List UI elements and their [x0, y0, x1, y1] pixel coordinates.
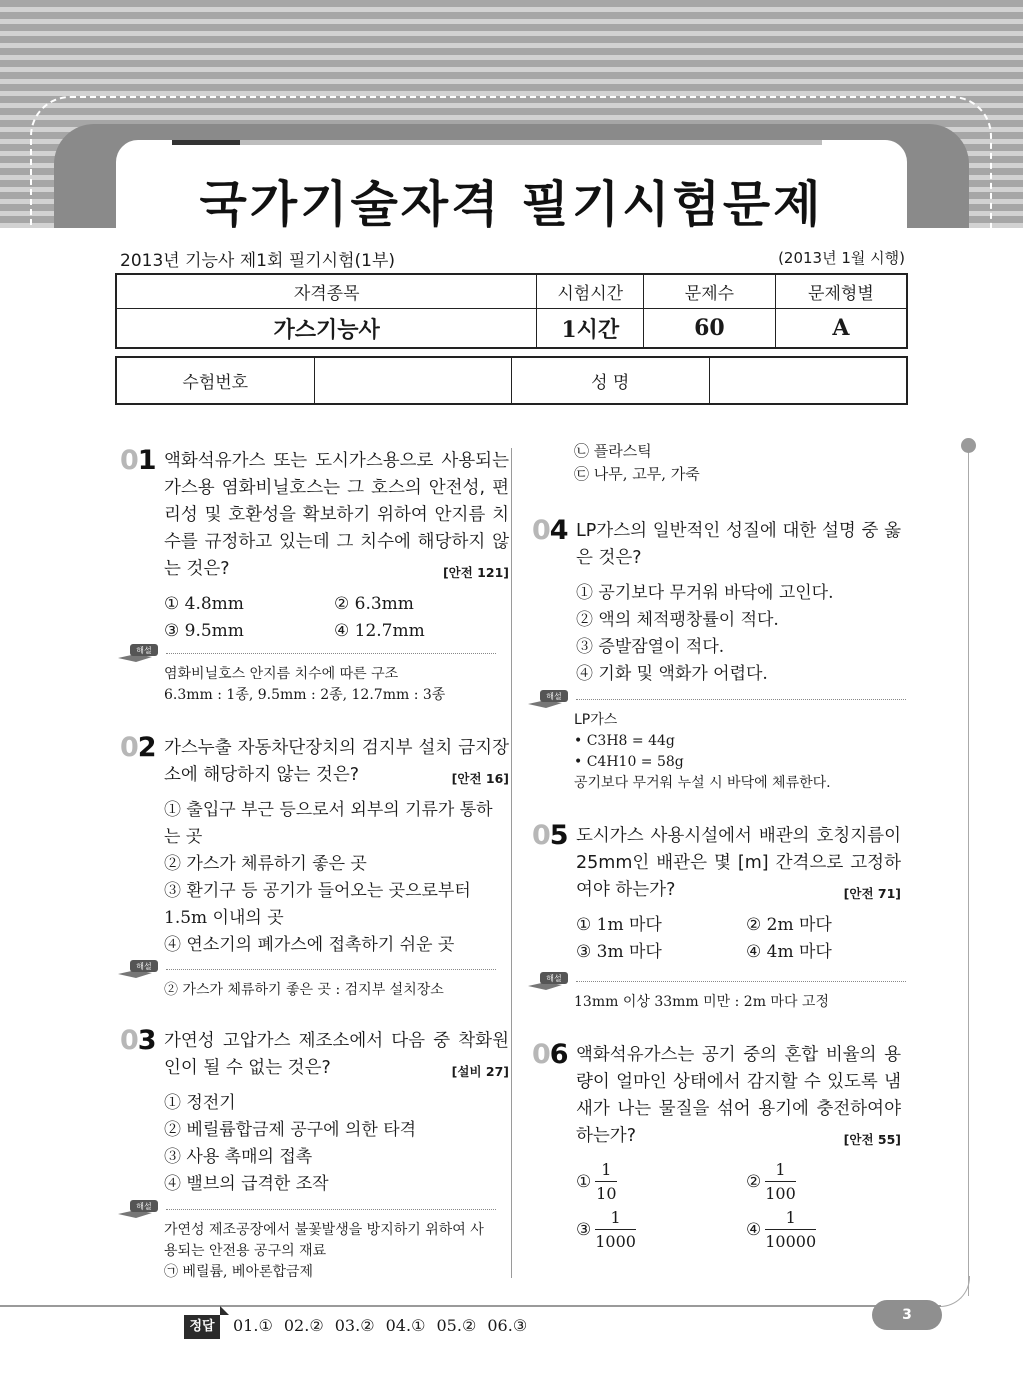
page-number: 3: [872, 1300, 942, 1330]
explanation-line: 6.3mm : 1종, 9.5mm : 2종, 12.7mm : 3종: [164, 687, 446, 703]
question-ref: [안전 55]: [843, 1132, 901, 1147]
option-4[interactable]: ④ 기화 및 액화가 어렵다.: [576, 664, 768, 684]
option-3[interactable]: ③ 사용 촉매의 접촉: [164, 1147, 313, 1167]
value-subject: 가스기능사: [116, 309, 537, 349]
book-icon: [526, 970, 570, 992]
explanation-line: 염화비닐호스 안지름 치수에 따른 구조: [164, 666, 399, 682]
explanation-line: • C3H8 = 44g: [574, 733, 675, 749]
option-2[interactable]: ② 베릴륨합금제 공구에 의한 타격: [164, 1120, 417, 1140]
option-3[interactable]: ③ $\frac{1}{1000}$: [576, 1207, 636, 1251]
options: [576, 1158, 901, 1254]
explanation-line: ㉡ 플라스틱: [574, 442, 652, 460]
title-rule: [240, 140, 822, 145]
explanation-line: 가연성 제조공장에서 불꽃발생을 방지하기 위하여 사용되는 안전용 공구의 재료: [164, 1222, 484, 1259]
options: [576, 580, 901, 688]
option-2[interactable]: ② 6.3mm: [334, 594, 414, 614]
value-count: 60: [644, 309, 776, 349]
question-2: [120, 732, 509, 959]
options: [576, 912, 901, 966]
explanation-line: ㉢ 나무, 고무, 가죽: [574, 465, 700, 483]
question-ref: [설비 27]: [451, 1064, 509, 1079]
svg-text:해설: 해설: [136, 1202, 152, 1211]
option-3[interactable]: ③ 증발잠열이 적다.: [576, 637, 725, 657]
exam-info-table: [115, 273, 908, 349]
explanation-4: [536, 688, 906, 794]
title-accent-bar: [172, 140, 240, 145]
option-2[interactable]: ② 액의 체적팽창률이 적다.: [576, 610, 779, 630]
explanation-line: ② 가스가 체류하기 좋은 곳 : 검지부 설치장소: [164, 982, 444, 998]
explanation-line: 13mm 이상 33mm 미만 : 2m 마다 고정: [574, 994, 829, 1010]
book-icon: [526, 688, 570, 710]
question-text: 액화석유가스는 공기 중의 혼합 비율의 용량이 얼마인 상태에서 감지할 수 있도록 냄새가 나는 물질을 섞어 용기에 충전하여야 하는가?: [576, 1045, 901, 1146]
svg-text:해설: 해설: [546, 692, 562, 701]
option-1[interactable]: ① 공기보다 무거워 바닥에 고인다.: [576, 583, 834, 603]
option-2[interactable]: ② $\frac{1}{100}$: [746, 1159, 796, 1203]
explanation-line: LP가스: [574, 712, 618, 728]
option-4[interactable]: ④ 4m 마다: [746, 942, 832, 962]
value-time: 1시간: [537, 309, 644, 349]
page-title: 국가기술자격 필기시험문제: [199, 176, 824, 233]
header-count: 문제수: [644, 274, 776, 309]
explanation-1: [126, 642, 496, 706]
question-text: LP가스의 일반적인 성질에 대한 설명 중 옳은 것은?: [576, 521, 901, 568]
option-1[interactable]: ① 1m 마다: [576, 915, 662, 935]
option-3[interactable]: ③ 환기구 등 공기가 들어오는 곳으로부터 1.5m 이내의 곳: [164, 881, 471, 928]
column-divider: [511, 448, 512, 1278]
book-icon: [116, 958, 160, 980]
explanation-line: ㉠ 베릴륨, 베아론합금제: [164, 1264, 314, 1280]
question-1: [120, 445, 509, 645]
header-time: 시험시간: [537, 274, 644, 309]
option-4[interactable]: ④ 밸브의 급격한 조작: [164, 1174, 329, 1194]
option-1[interactable]: ① 정전기: [164, 1093, 236, 1113]
svg-text:해설: 해설: [136, 646, 152, 655]
option-1[interactable]: ① $\frac{1}{10}$: [576, 1159, 617, 1203]
explanation-line: 공기보다 무거워 누설 시 바닥에 체류한다.: [574, 775, 831, 791]
exam-session: 2013년 기능사 제1회 필기시험(1부): [120, 251, 396, 271]
side-dot: [961, 438, 976, 453]
reg-number-field[interactable]: [314, 357, 511, 404]
side-rail: [968, 446, 969, 1296]
question-number: 06: [532, 1039, 568, 1070]
name-field[interactable]: [709, 357, 907, 404]
answer-label: 정답: [184, 1315, 220, 1339]
question-ref: [안전 121]: [442, 565, 509, 580]
svg-text:해설: 해설: [546, 974, 562, 983]
reg-number-label: 수험번호: [116, 357, 314, 404]
option-3[interactable]: ③ 9.5mm: [164, 621, 244, 641]
options: [164, 1090, 509, 1198]
name-label: 성 명: [511, 357, 709, 404]
question-text: 가스누출 자동차단장치의 검지부 설치 금지장소에 해당하지 않는 것은?: [164, 738, 509, 785]
options: [164, 797, 509, 959]
book-icon: [116, 1198, 160, 1220]
question-4: [532, 515, 901, 688]
option-1[interactable]: ① 출입구 부근 등으로서 외부의 기류가 통하는 곳: [164, 800, 493, 847]
option-2[interactable]: ② 가스가 체류하기 좋은 곳: [164, 854, 367, 874]
question-number: 03: [120, 1025, 156, 1056]
explanation-3-continued: [574, 440, 944, 486]
explanation-3: [126, 1198, 496, 1283]
svg-text:해설: 해설: [136, 962, 152, 971]
question-3: [120, 1025, 509, 1198]
question-ref: [안전 71]: [843, 886, 901, 901]
option-4[interactable]: ④ 12.7mm: [334, 621, 425, 641]
question-text: 도시가스 사용시설에서 배관의 호칭지름이 25mm인 배관은 몇 [m] 간격으로 고정하여야 하는가?: [576, 826, 901, 900]
options: [164, 591, 509, 645]
question-6: [532, 1039, 901, 1254]
question-ref: [안전 16]: [451, 771, 509, 786]
explanation-5: [536, 970, 906, 1013]
question-text: 액화석유가스 또는 도시가스용으로 사용되는 가스용 염화비닐호스는 그 호스의 안전성, 편리성 및 호환성을 확보하기 위하여 안지름 치수를 규정하고 있는데 그 치수에 해당하지 않는 것은?: [164, 451, 509, 579]
question-5: [532, 820, 901, 966]
exam-date: (2013년 1월 시행): [778, 249, 905, 267]
option-3[interactable]: ③ 3m 마다: [576, 942, 662, 962]
header-type: 문제형별: [775, 274, 907, 309]
answer-tag-corner: [220, 1306, 229, 1315]
footer-rule: [0, 1305, 941, 1307]
question-text: 가연성 고압가스 제조소에서 다음 중 착화원인이 될 수 없는 것은?: [164, 1031, 509, 1078]
book-icon: [116, 642, 160, 664]
header-subject: 자격종목: [116, 274, 537, 309]
explanation-2: [126, 958, 496, 1001]
question-number: 02: [120, 732, 156, 763]
answer-key: 01.① 02.② 03.② 04.① 05.② 06.③: [233, 1316, 528, 1335]
value-type: A: [775, 309, 907, 349]
option-1[interactable]: ① 4.8mm: [164, 594, 244, 614]
question-number: 04: [532, 515, 568, 546]
option-4[interactable]: ④ $\frac{1}{10000}$: [746, 1207, 817, 1251]
option-4[interactable]: ④ 연소기의 폐가스에 접촉하기 쉬운 곳: [164, 935, 455, 955]
option-2[interactable]: ② 2m 마다: [746, 915, 832, 935]
explanation-line: • C4H10 = 58g: [574, 754, 684, 770]
question-number: 01: [120, 445, 156, 476]
candidate-table: [115, 356, 908, 405]
question-number: 05: [532, 820, 568, 851]
